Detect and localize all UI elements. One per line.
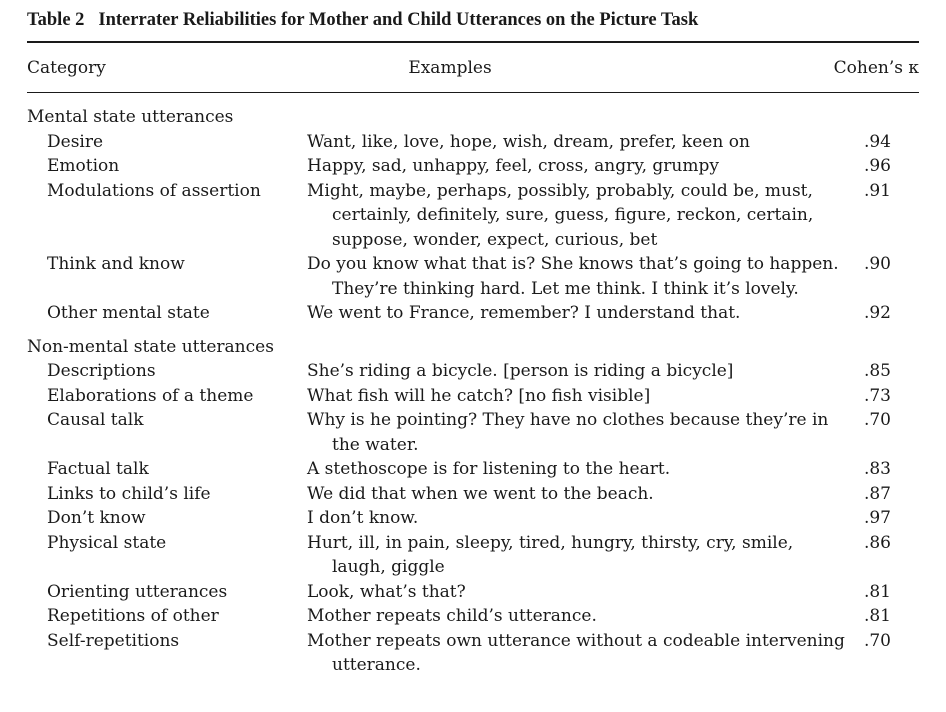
category-cell: Self-repetitions (47, 630, 180, 651)
examples-cell: I don’t know. (307, 508, 419, 528)
table-row (27, 154, 919, 179)
section-title: Mental state utterances (27, 107, 234, 127)
table-row (27, 252, 919, 301)
table-row (27, 301, 919, 326)
kappa-cell: .81 (863, 606, 891, 626)
examples-cell: Happy, sad, unhappy, feel, cross, angry, grumpy (307, 156, 719, 176)
kappa-cell: .94 (863, 131, 891, 152)
table-row (27, 457, 919, 482)
table-number: Table 2 (27, 10, 85, 30)
examples-cell: Might, maybe, perhaps, possibly, probably, could be, must, certainly, definitely, sure, guess, figure, reckon, certain, suppose, wonder, expect, curious, bet (307, 180, 814, 250)
examples-cell: A stethoscope is for listening to the heart. (307, 459, 671, 479)
category-cell: Elaborations of a theme (47, 385, 254, 406)
examples-cell: Hurt, ill, in pain, sleepy, tired, hungry, thirsty, cry, smile, laugh, giggle (307, 532, 794, 577)
kappa-cell: .70 (863, 630, 891, 651)
category-cell: Desire (47, 131, 104, 152)
kappa-cell: .85 (863, 361, 891, 381)
kappa-cell: .86 (863, 532, 891, 553)
category-cell: Other mental state (47, 303, 210, 323)
category-cell: Emotion (47, 156, 120, 176)
table-row (27, 408, 919, 457)
examples-cell: Look, what’s that? (307, 581, 466, 602)
kappa-cell: .91 (863, 180, 891, 201)
examples-cell: Why is he pointing? They have no clothes because they’re in the water. (307, 410, 829, 455)
header-kappa: Cohen’s κ (833, 58, 919, 78)
category-cell: Physical state (47, 532, 167, 553)
table-row (27, 179, 919, 253)
header-category: Category (27, 58, 106, 78)
table-row (27, 531, 919, 580)
category-cell: Links to child’s life (47, 483, 211, 504)
table-row (27, 482, 919, 507)
examples-cell: Do you know what that is? She knows that’s going to happen. They’re thinking hard. Let me think. I think it’s lovely. (307, 254, 839, 299)
table-row (27, 580, 919, 605)
table-row (27, 506, 919, 531)
examples-cell: What fish will he catch? [no fish visible] (307, 385, 651, 406)
category-cell: Causal talk (47, 410, 144, 430)
kappa-cell: .92 (863, 303, 891, 323)
category-cell: Think and know (47, 254, 185, 274)
section-title: Non-mental state utterances (27, 336, 274, 357)
kappa-cell: .96 (863, 156, 891, 176)
table-row (27, 130, 919, 155)
examples-cell: She’s riding a bicycle. [person is riding a bicycle] (307, 361, 734, 381)
examples-cell: We did that when we went to the beach. (307, 483, 654, 504)
table-row (27, 384, 919, 409)
kappa-cell: .90 (863, 254, 891, 274)
category-cell: Don’t know (47, 508, 146, 528)
table-caption (27, 8, 698, 33)
kappa-cell: .73 (863, 385, 891, 406)
examples-cell: Mother repeats child’s utterance. (307, 606, 597, 626)
examples-cell: Want, like, love, hope, wish, dream, prefer, keen on (307, 131, 750, 152)
category-cell: Descriptions (47, 361, 156, 381)
kappa-cell: .83 (863, 459, 891, 479)
table-row (27, 359, 919, 384)
examples-cell: We went to France, remember? I understand that. (307, 303, 741, 323)
category-cell: Modulations of assertion (47, 180, 261, 201)
kappa-cell: .87 (863, 483, 891, 504)
kappa-cell: .81 (863, 581, 891, 602)
table-title: Interrater Reliabilities for Mother and Child Utterances on the Picture Task (98, 10, 699, 30)
table-row (27, 604, 919, 629)
kappa-cell: .70 (863, 410, 891, 430)
examples-cell: Mother repeats own utterance without a codeable intervening utterance. (307, 630, 845, 675)
top-rule (27, 41, 919, 43)
header-rule (27, 92, 919, 93)
table-row (27, 629, 919, 678)
header-examples: Examples (408, 58, 492, 78)
category-cell: Repetitions of other (47, 606, 219, 626)
category-cell: Orienting utterances (47, 581, 228, 602)
kappa-cell: .97 (863, 508, 891, 528)
table-body (27, 105, 919, 678)
category-cell: Factual talk (47, 459, 149, 479)
